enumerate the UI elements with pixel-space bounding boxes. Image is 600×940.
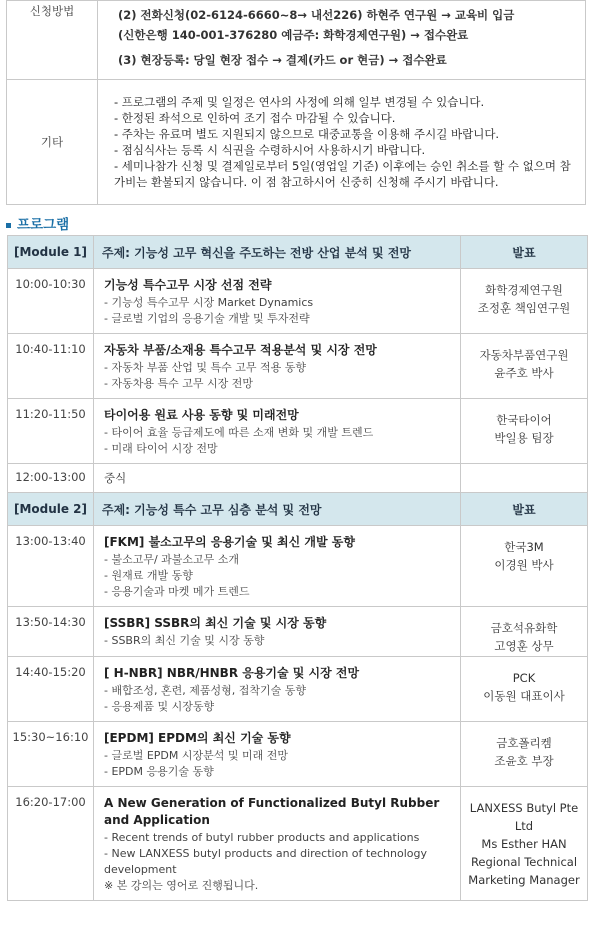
session-bullet: - EPDM 응용기술 동향 xyxy=(104,765,214,778)
session-row xyxy=(8,399,588,464)
note-item: - 점심식사는 등록 시 식권을 수령하시어 사용하시기 바랍니다. xyxy=(114,143,426,157)
session-row xyxy=(8,657,588,722)
session-speaker xyxy=(461,399,588,464)
registration-content xyxy=(98,1,586,80)
session-time: 13:50-14:30 xyxy=(8,607,94,657)
session-time: 15:30~16:10 xyxy=(8,722,94,787)
registration-label: 신청방법 xyxy=(7,1,98,80)
session-bullet: - 미래 타이어 시장 전망 xyxy=(104,442,218,455)
module-label: [Module 1] xyxy=(8,236,94,269)
section-title xyxy=(6,213,69,233)
note-item: - 주차는 유료며 별도 지원되지 않으므로 대중교통을 이용해 주시길 바랍니다. xyxy=(114,127,500,141)
note-item: - 세미나참가 신청 및 결제일로부터 5일(영업일 기준) 이후에는 승인 취소를 할 수 없으며 참가비는 환불되지 않습니다. 이 점 참고하시어 신중히 신청해 주시기 바랍니다. xyxy=(114,159,571,189)
speaker-line: LANXESS Butyl Pte Ltd xyxy=(469,801,579,833)
note-item: - 한정된 좌석으로 인하여 조기 접수 마감될 수 있습니다. xyxy=(114,111,396,125)
session-bullet: - Recent trends of butyl rubber products and applications xyxy=(104,831,420,844)
session-title: A New Generation of Functionalized Butyl Rubber and Application xyxy=(104,796,440,827)
speaker-line: PCK xyxy=(512,671,536,685)
session-title: [EPDM] EPDM의 최신 기술 동향 xyxy=(104,731,291,745)
session-bullet: - 기능성 특수고무 시장 Market Dynamics xyxy=(104,296,314,309)
speaker-line: 조윤호 부장 xyxy=(494,754,554,768)
lunch-row xyxy=(8,464,588,493)
session-time: 13:00-13:40 xyxy=(8,526,94,607)
speaker-line: 윤주호 박사 xyxy=(494,366,554,380)
session-bullet: - New LANXESS butyl products and direction of technology development xyxy=(104,847,427,876)
speaker-line: 금호폴리켐 xyxy=(496,736,552,750)
program-table xyxy=(7,235,588,901)
session-title: 타이어용 원료 사용 동향 및 미래전망 xyxy=(104,408,299,422)
lunch-empty-cell xyxy=(461,464,588,493)
speaker-line: 한국3M xyxy=(504,540,544,554)
session-speaker xyxy=(461,526,588,607)
session-speaker xyxy=(461,787,588,901)
session-bullet: ※ 본 강의는 영어로 진행됩니다. xyxy=(104,879,259,892)
info-table xyxy=(6,0,586,205)
session-content xyxy=(94,269,461,334)
session-content xyxy=(94,787,461,901)
speaker-line: 한국타이어 xyxy=(496,413,552,427)
module-label: [Module 2] xyxy=(8,493,94,526)
session-content xyxy=(94,399,461,464)
session-bullet: - 글로벌 EPDM 시장분석 및 미래 전망 xyxy=(104,749,289,762)
session-bullet: - 불소고무/ 과불소고무 소개 xyxy=(104,553,240,566)
session-title: [FKM] 불소고무의 응용기술 및 최신 개발 동향 xyxy=(104,535,355,549)
session-title: 기능성 특수고무 시장 선점 전략 xyxy=(104,278,272,292)
session-speaker xyxy=(461,334,588,399)
presenter-header: 발표 xyxy=(461,493,588,526)
lunch-time: 12:00-13:00 xyxy=(8,464,94,493)
session-row xyxy=(8,722,588,787)
session-row xyxy=(8,334,588,399)
speaker-line: 금호석유화학 xyxy=(490,621,558,635)
session-time: 10:00-10:30 xyxy=(8,269,94,334)
speaker-line: Regional Technical xyxy=(470,855,578,869)
session-content xyxy=(94,526,461,607)
module-topic: 주제: 기능성 특수 고무 심층 분석 및 전망 xyxy=(94,493,461,526)
session-speaker xyxy=(461,722,588,787)
module-header-row xyxy=(8,236,588,269)
session-content xyxy=(94,657,461,722)
section-title-text: 프로그램 xyxy=(17,217,70,233)
session-content xyxy=(94,722,461,787)
session-row xyxy=(8,607,588,657)
session-speaker xyxy=(461,607,588,657)
speaker-line: 자동차부품연구원 xyxy=(479,348,569,362)
session-bullet: - SSBR의 최신 기술 및 시장 동향 xyxy=(104,634,265,647)
session-row xyxy=(8,269,588,334)
session-time: 14:40-15:20 xyxy=(8,657,94,722)
session-bullet: - 자동차 부품 산업 및 특수 고무 적용 동향 xyxy=(104,361,306,374)
session-row xyxy=(8,787,588,901)
session-title: 자동차 부품/소재용 특수고무 적용분석 및 시장 전망 xyxy=(104,343,377,357)
notes-label: 기타 xyxy=(7,80,98,205)
lunch-label: 중식 xyxy=(94,464,461,493)
speaker-line: 박일용 팀장 xyxy=(494,431,554,445)
session-bullet: - 응용제품 및 시장동향 xyxy=(104,700,215,713)
speaker-line: 이동원 대표이사 xyxy=(483,689,565,703)
module-topic: 주제: 기능성 고무 혁신을 주도하는 전방 산업 분석 및 전망 xyxy=(94,236,461,269)
speaker-line: 화학경제연구원 xyxy=(485,283,563,297)
session-bullet: - 응용기술과 마켓 메가 트렌드 xyxy=(104,585,250,598)
registration-line-3: (3) 현장등록: 당일 현장 접수 → 결제(카드 or 현금) → 접수완료 xyxy=(118,53,447,67)
session-bullet: - 배합조성, 혼련, 제품성형, 접착기술 동향 xyxy=(104,684,306,697)
bullet-square-icon xyxy=(6,223,11,228)
session-row xyxy=(8,526,588,607)
registration-line-1: (2) 전화신청(02-6124-6660~8→ 내선226) 하현주 연구원 → 교육비 입금 xyxy=(118,8,515,22)
note-item: - 프로그램의 주제 및 일정은 연사의 사정에 의해 일부 변경될 수 있습니다. xyxy=(114,95,485,109)
speaker-line: 조정훈 책임연구원 xyxy=(477,301,571,315)
notes-content xyxy=(98,80,586,205)
session-bullet: - 타이어 효율 등급제도에 따른 소재 변화 및 개발 트렌드 xyxy=(104,426,374,439)
speaker-line: Ms Esther HAN xyxy=(481,837,567,851)
module-header-row xyxy=(8,493,588,526)
session-speaker xyxy=(461,657,588,722)
session-content xyxy=(94,334,461,399)
speaker-line: 고영훈 상무 xyxy=(494,639,554,653)
session-time: 16:20-17:00 xyxy=(8,787,94,901)
session-speaker xyxy=(461,269,588,334)
session-bullet: - 원재료 개발 동향 xyxy=(104,569,193,582)
speaker-line: Marketing Manager xyxy=(468,873,580,887)
session-content xyxy=(94,607,461,657)
session-title: [ H-NBR] NBR/HNBR 응용기술 및 시장 전망 xyxy=(104,666,360,680)
session-bullet: - 자동차용 특수 고무 시장 전망 xyxy=(104,377,253,390)
session-time: 10:40-11:10 xyxy=(8,334,94,399)
registration-line-2: (신한은행 140-001-376280 예금주: 화학경제연구원) → 접수완료 xyxy=(118,28,469,42)
speaker-line: 이경원 박사 xyxy=(494,558,554,572)
session-bullet: - 글로벌 기업의 응용기술 개발 및 투자전략 xyxy=(104,312,310,325)
session-time: 11:20-11:50 xyxy=(8,399,94,464)
presenter-header: 발표 xyxy=(461,236,588,269)
session-title: [SSBR] SSBR의 최신 기술 및 시장 동향 xyxy=(104,616,327,630)
